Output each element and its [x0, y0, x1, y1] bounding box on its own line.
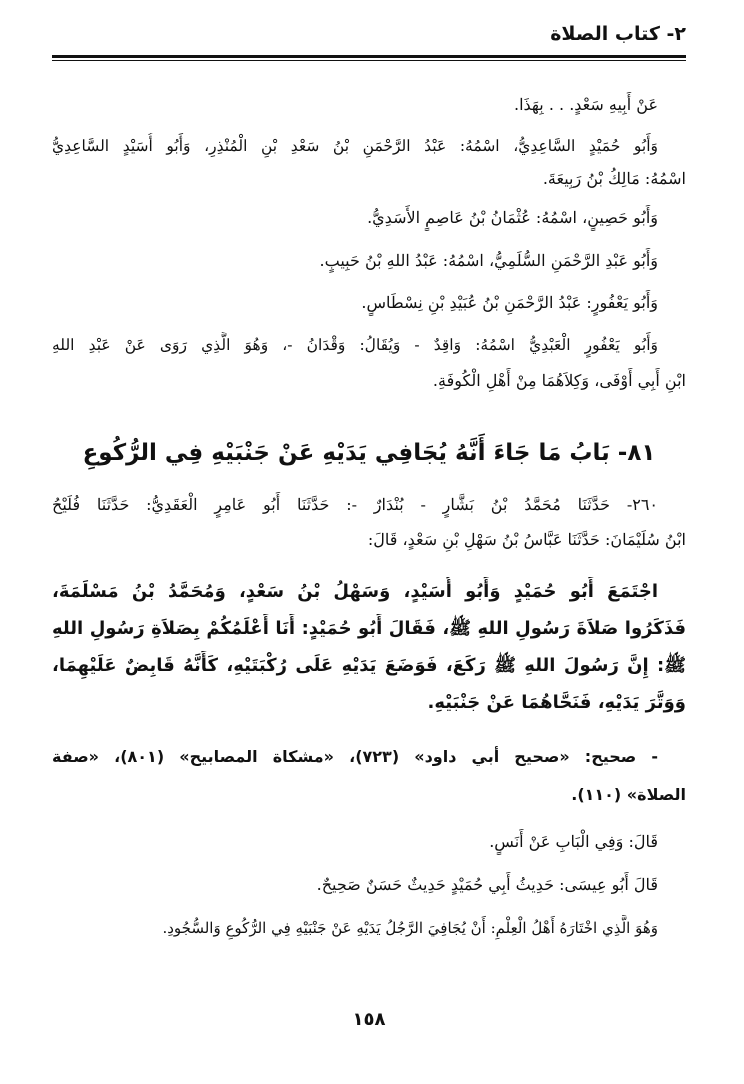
text-line: قَالَ أَبُو عِيسَى: حَدِيثُ أَبِي حُمَيْدٍ حَدِيثٌ حَسَنٌ صَحِيحٌ.	[316, 875, 658, 894]
text-line: وَأَبُو حَصِينٍ، اسْمُهُ: عُثْمَانُ بْنُ عَاصِمٍ الأَسَدِيُّ.	[367, 208, 658, 227]
header-rule-thin	[52, 60, 686, 61]
text-line: ابْنِ أَبِي أَوْفَى، وَكِلاَهُمَا مِنْ أَهْلِ الْكُوفَةِ.	[432, 371, 686, 390]
text-line: وَأَبُو يَعْفُورٍ: عَبْدُ الرَّحْمَنِ بْنُ عُبَيْدِ بْنِ نِسْطَاسٍ.	[361, 293, 658, 312]
text-line: قَالَ: وَفِي الْبَابِ عَنْ أَنَسٍ.	[489, 832, 658, 851]
text-line: اسْمُهُ: مَالِكُ بْنُ رَبِيعَةَ.	[542, 169, 686, 188]
hadith-line: وَوَتَّرَ يَدَيْهِ، فَنَحَّاهُمَا عَنْ جَنْبَيْهِ.	[427, 692, 686, 713]
chapter-title: ٨١- بَابُ مَا جَاءَ أَنَّهُ يُجَافِي يَدَيْهِ عَنْ جَنْبَيْهِ فِي الرُّكُوعِ	[82, 440, 656, 466]
grading-line: - صحيح: «صحيح أبي داود» (٧٢٣)، «مشكاة المصابيح» (٨٠١)، «صفة	[52, 747, 658, 766]
text-line: وَهُوَ الَّذِي اخْتَارَهُ أَهْلُ الْعِلْمِ: أَنْ يُجَافِيَ الرَّجُلُ يَدَيْهِ عَنْ جَنْبَيْهِ فِي الرُّكُوعِ وَالسُّجُودِ.	[162, 919, 658, 937]
hadith-line: ﷺ: إِنَّ رَسُولَ اللهِ ﷺ رَكَعَ، فَوَضَعَ يَدَيْهِ عَلَى رُكْبَتَيْهِ، كَأَنَّهُ قَابِضٌ عَلَيْهِمَا،	[52, 655, 686, 676]
text-line: وَأَبُو عَبْدِ الرَّحْمَنِ السُّلَمِيُّ، اسْمُهُ: عَبْدُ اللهِ بْنُ حَبِيبٍ.	[319, 251, 658, 270]
book-page	[52, 0, 686, 1084]
grading-line: الصلاة» (١١٠).	[571, 785, 686, 804]
isnad-line: ٢٦٠- حَدَّثَنَا مُحَمَّدُ بْنُ بَشَّارٍ - بُنْدَارٌ -: حَدَّثَنَا أَبُو عَامِرٍ الْعَقَدِيُّ: حَدَّثَنَا فُلَيْحُ	[52, 495, 658, 514]
text-line: عَنْ أَبِيهِ سَعْدٍ. . . بِهَذَا.	[514, 95, 658, 114]
hadith-line: اجْتَمَعَ أَبُو حُمَيْدٍ وَأَبُو أُسَيْدٍ، وَسَهْلُ بْنُ سَعْدٍ، وَمُحَمَّدُ بْنُ مَسْلَمَةَ،	[52, 581, 658, 602]
text-line: وَأَبُو يَعْفُورٍ الْعَبْدِيُّ اسْمُهُ: وَاقِدٌ - وَيُقَالُ: وَقْدَانُ -، وَهُوَ الَّذِي رَوَى عَنْ عَبْدِ اللهِ	[52, 336, 658, 354]
isnad-line: ابْنُ سُلَيْمَانَ: حَدَّثَنَا عَبَّاسُ بْنُ سَهْلِ بْنِ سَعْدٍ، قَالَ:	[367, 530, 686, 549]
text-line: وَأَبُو حُمَيْدٍ السَّاعِدِيُّ، اسْمُهُ: عَبْدُ الرَّحْمَنِ بْنُ سَعْدِ بْنِ الْمُنْذِرِ، وَأَبُو أُسَيْدٍ السَّاعِدِيُّ	[52, 137, 658, 155]
header-rule	[52, 55, 686, 58]
page-number: ١٥٨	[352, 1009, 386, 1030]
hadith-line: فَذَكَرُوا صَلاَةَ رَسُولِ اللهِ ﷺ، فَقَالَ أَبُو حُمَيْدٍ: أَنَا أَعْلَمُكُمْ بِصَلاَةِ رَسُولِ اللهِ	[52, 618, 686, 639]
running-header-title: ٢- كتاب الصلاة	[550, 23, 686, 45]
